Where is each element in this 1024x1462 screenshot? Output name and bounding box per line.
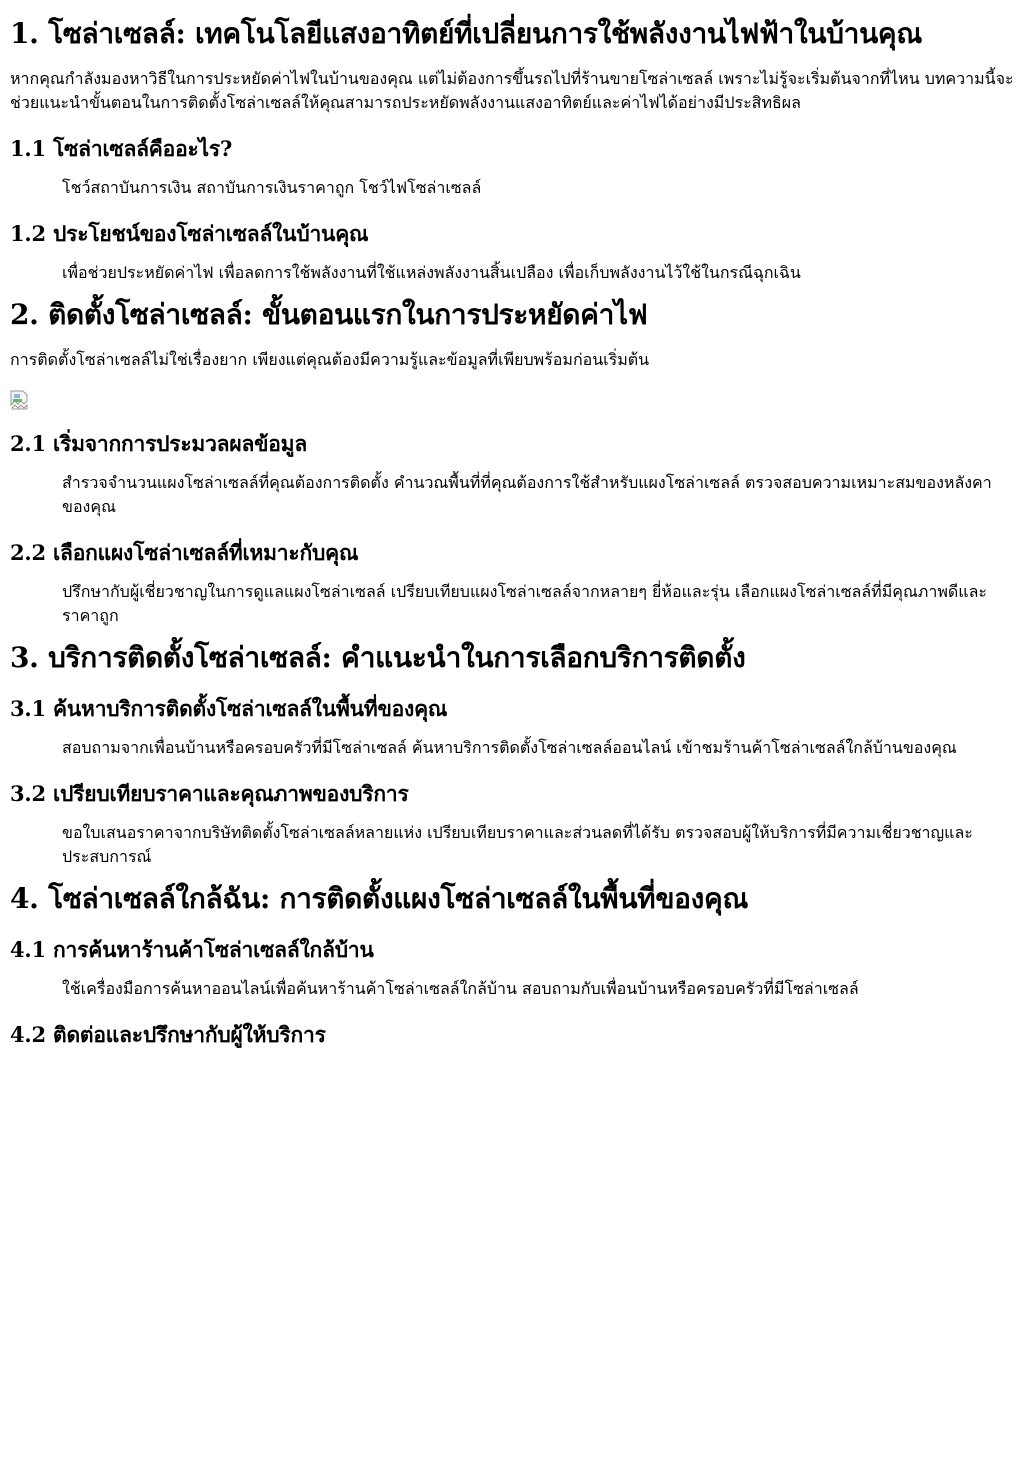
subsection-4-1-heading: 4.1 การค้นหาร้านค้าโซล่าเซลล์ใกล้บ้าน (10, 937, 374, 962)
subsection-2-2-heading: 2.2 เลือกแผงโซล่าเซลล์ที่เหมาะกับคุณ (10, 540, 359, 565)
subsection-3-2-heading: 3.2 เปรียบเทียบราคาและคุณภาพของบริการ (10, 781, 409, 806)
subsection-1-1-heading: 1.1 โซล่าเซลล์คืออะไร? (10, 136, 233, 161)
subsection-3-1-heading: 3.1 ค้นหาบริการติดตั้งโซล่าเซลล์ในพื้นที่ของคุณ (10, 696, 448, 721)
subsection-4-1-body: ใช้เครื่องมือการค้นหาออนไลน์เพื่อค้นหาร้านค้าโซล่าเซลล์ใกล้บ้าน สอบถามกับเพื่อนบ้านหรือครอบครัวที่มีโซล่าเซลล์ (62, 979, 859, 998)
section-3-heading: 3. บริการติดตั้งโซล่าเซลล์: คำแนะนำในการเลือกบริการติดตั้ง (10, 641, 746, 674)
subsection-2-1-body: สำรวจจำนวนแผงโซล่าเซลล์ที่คุณต้องการติดตั้ง คำนวณพื้นที่ที่คุณต้องการใช้สำหรับแผงโซล่าเซลล์ ตรวจสอบความเหมาะสมของหลังคาของคุณ (62, 473, 992, 516)
subsection-3-1-body: สอบถามจากเพื่อนบ้านหรือครอบครัวที่มีโซล่าเซลล์ ค้นหาบริการติดตั้งโซล่าเซลล์ออนไลน์ เข้าชมร้านค้าโซล่าเซลล์ใกล้บ้านของคุณ (62, 738, 957, 757)
section-2-intro: การติดตั้งโซล่าเซลล์ไม่ใช่เรื่องยาก เพียงแต่คุณต้องมีความรู้และข้อมูลที่เพียบพร้อมก่อนเริ่มต้น (10, 350, 650, 369)
subsection-1-1-body: โชว์สถาบันการเงิน สถาบันการเงินราคาถูก โชว์ไฟโซล่าเซลล์ (62, 178, 482, 197)
section-2-heading: 2. ติดตั้งโซล่าเซลล์: ขั้นตอนแรกในการประหยัดค่าไฟ (10, 298, 648, 331)
section-1-heading: 1. โซล่าเซลล์: เทคโนโลยีแสงอาทิตย์ที่เปลี่ยนการใช้พลังงานไฟฟ้าในบ้านคุณ (10, 17, 923, 50)
subsection-1-2-body: เพื่อช่วยประหยัดค่าไฟ เพื่อลดการใช้พลังงานที่ใช้แหล่งพลังงานสิ้นเปลือง เพื่อเก็บพลังงานไว้ใช้ในกรณีฉุกเฉิน (62, 263, 801, 282)
section-4-heading: 4. โซล่าเซลล์ใกล้ฉัน: การติดตั้งแผงโซล่าเซลล์ในพื้นที่ของคุณ (10, 882, 749, 915)
subsection-2-1-heading: 2.1 เริ่มจากการประมวลผลข้อมูล (10, 431, 307, 456)
subsection-1-2-heading: 1.2 ประโยชน์ของโซล่าเซลล์ในบ้านคุณ (10, 221, 369, 246)
subsection-4-2-heading: 4.2 ติดต่อและปรึกษากับผู้ให้บริการ (10, 1022, 326, 1047)
section-1-intro: หากคุณกำลังมองหาวิธีในการประหยัดค่าไฟในบ้านของคุณ แต่ไม่ต้องการขึ้นรถไปที่ร้านขายโซล่าเซลล์ เพราะไม่รู้จะเริ่มต้นจากที่ไหน บทความนี้จะช่วยแนะนำขั้นตอนในการติดตั้งโซล่าเซลล์ให้คุณสามารถประหยัดพลังงานแสงอาทิตย์และค่าไฟได้อย่างมีประสิทธิผล (10, 69, 1014, 112)
subsection-3-2-body: ขอใบเสนอราคาจากบริษัทติดตั้งโซล่าเซลล์หลายแห่ง เปรียบเทียบราคาและส่วนลดที่ได้รับ ตรวจสอบผู้ให้บริการที่มีความเชี่ยวชาญและประสบการณ์ (62, 823, 973, 866)
broken-image-icon (10, 390, 30, 410)
subsection-2-2-body: ปรึกษากับผู้เชี่ยวชาญในการดูแลแผงโซล่าเซลล์ เปรียบเทียบแผงโซล่าเซลล์จากหลายๆ ยี่ห้อและรุ่น เลือกแผงโซล่าเซลล์ที่มีคุณภาพดีและราคาถูก (62, 582, 987, 625)
